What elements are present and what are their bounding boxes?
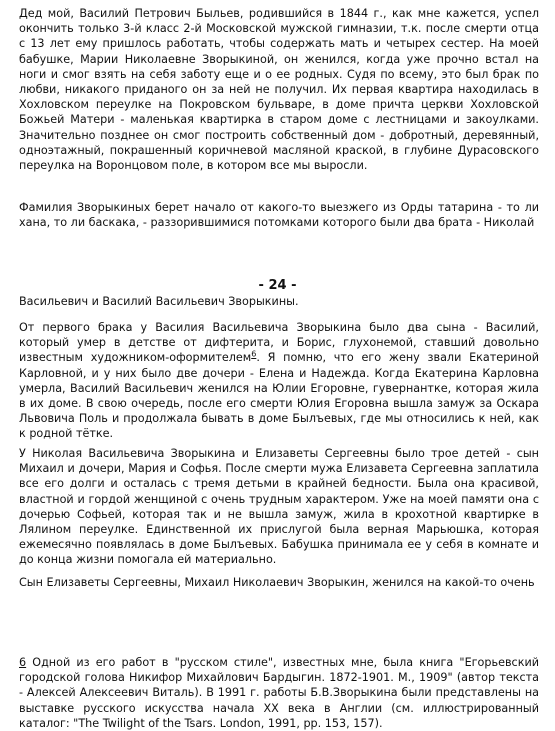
page-number: - 24 - bbox=[258, 278, 297, 293]
continuation-line: Васильевич и Василий Васильевич Зворыкины. bbox=[19, 295, 299, 308]
paragraph-first-marriage-text-cont: . Я помню, что его жену звали Екатериной Карловной, и у них было две дочери - Елена и Надежда. Когда Екатерина Карловна умерла, Василий Васильевич женился на Юлии Егоровне, гувернантке, которая жила в их доме. В свою очередь, после его смерти Юлия Егоровна вышла замуж за Оскара Львовича Поль и продолжала бывать в доме Былъевых, где мы относились к ней, как к родной тётке. bbox=[19, 351, 539, 441]
footnote-reference[interactable]: 6 bbox=[251, 349, 257, 359]
paragraph-nikolay-family: У Николая Васильевича Зворыкина и Елизаветы Сергеевны было трое детей - сын Михаил и дочери, Мария и Софья. После смерти мужа Елизавета Сергеевна заплатила все его долги и осталась с тремя детьми в крайней бедности. Была она красивой, властной и гордой женщиной с очень трудным характером. Уже на моей памяти она с дочерью Софьей, которая так и не вышла замуж, жила в крохотной квартирке в Лялином переулке. Единственной их прислугой была верная Марьюшка, которая ежемесячно появлялась в доме Былъевых. Бабушка принимала ее у себя в комнате и до конца жизни помогала ей материально. bbox=[19, 447, 539, 567]
paragraph-grandfather: Дед мой, Василий Петрович Быльев, родившийся в 1844 г., как мне кажется, успел окончить только 3-й класс 2-й Московской мужской гимназии, т.к. после смерти отца с 13 лет ему пришлось работать, чтобы содержать мать и четырех сестер. На моей бабушке, Марии Николаевне Зворыкиной, он женился, когда уже прочно встал на ноги и смог взять на себя заботу еще и о ее родных. Судя по всему, это был брак по любви, никакого приданого он за ней не получил. Их первая квартира находилась в Хохловском переулке на Покровском бульваре, в доме причта церкви Хохловской Божьей Матери - маленькая квартирка в старом доме с лестницами и закоулками. Значительно позднее он смог построить собственный дом - добротный, деревянный, одноэтажный, покрашенный коричневой масляной краской, в глубине Дурасовского переулка на Воронцовом поле, в котором все мы выросли. bbox=[19, 7, 539, 173]
paragraph-mikhail: Сын Елизаветы Сергеевны, Михаил Николаевич Зворыкин, женился на какой-то очень bbox=[19, 576, 535, 589]
footnote-number: 6 bbox=[19, 656, 27, 669]
paragraph-surname-origin: Фамилия Зворыкиных берет начало от какого-то выезжего из Орды татарина - то ли хана, то ли баскака, - раззорившимися потомками которого были два брата - Николай bbox=[19, 201, 539, 230]
paragraph-first-marriage bbox=[19, 320, 539, 442]
footnote-text: Одной из его работ в "русском стиле", известных мне, была книга "Егорьевский городской голова Никифор Михайлович Бардыгин. 1872-1901. М., 1909" (автор текста - Алексей Алексеевич Виталь). В 1991 г. работы Б.В.Зворыкина были представлены на выставке русского искусства начала XX века в Англии (см. иллюстрированный каталог: "The Twilight of the Tsars. London, 1991, pp. 153, 157). bbox=[19, 656, 539, 730]
paragraph-first-marriage-text: От первого брака у Василия Васильевича Зворыкина было два сына - Василий, который умер в детстве от дифтерита, и Борис, глухонемой, ставший довольно известным художником-оформителем bbox=[19, 321, 539, 365]
footnote bbox=[19, 655, 539, 731]
